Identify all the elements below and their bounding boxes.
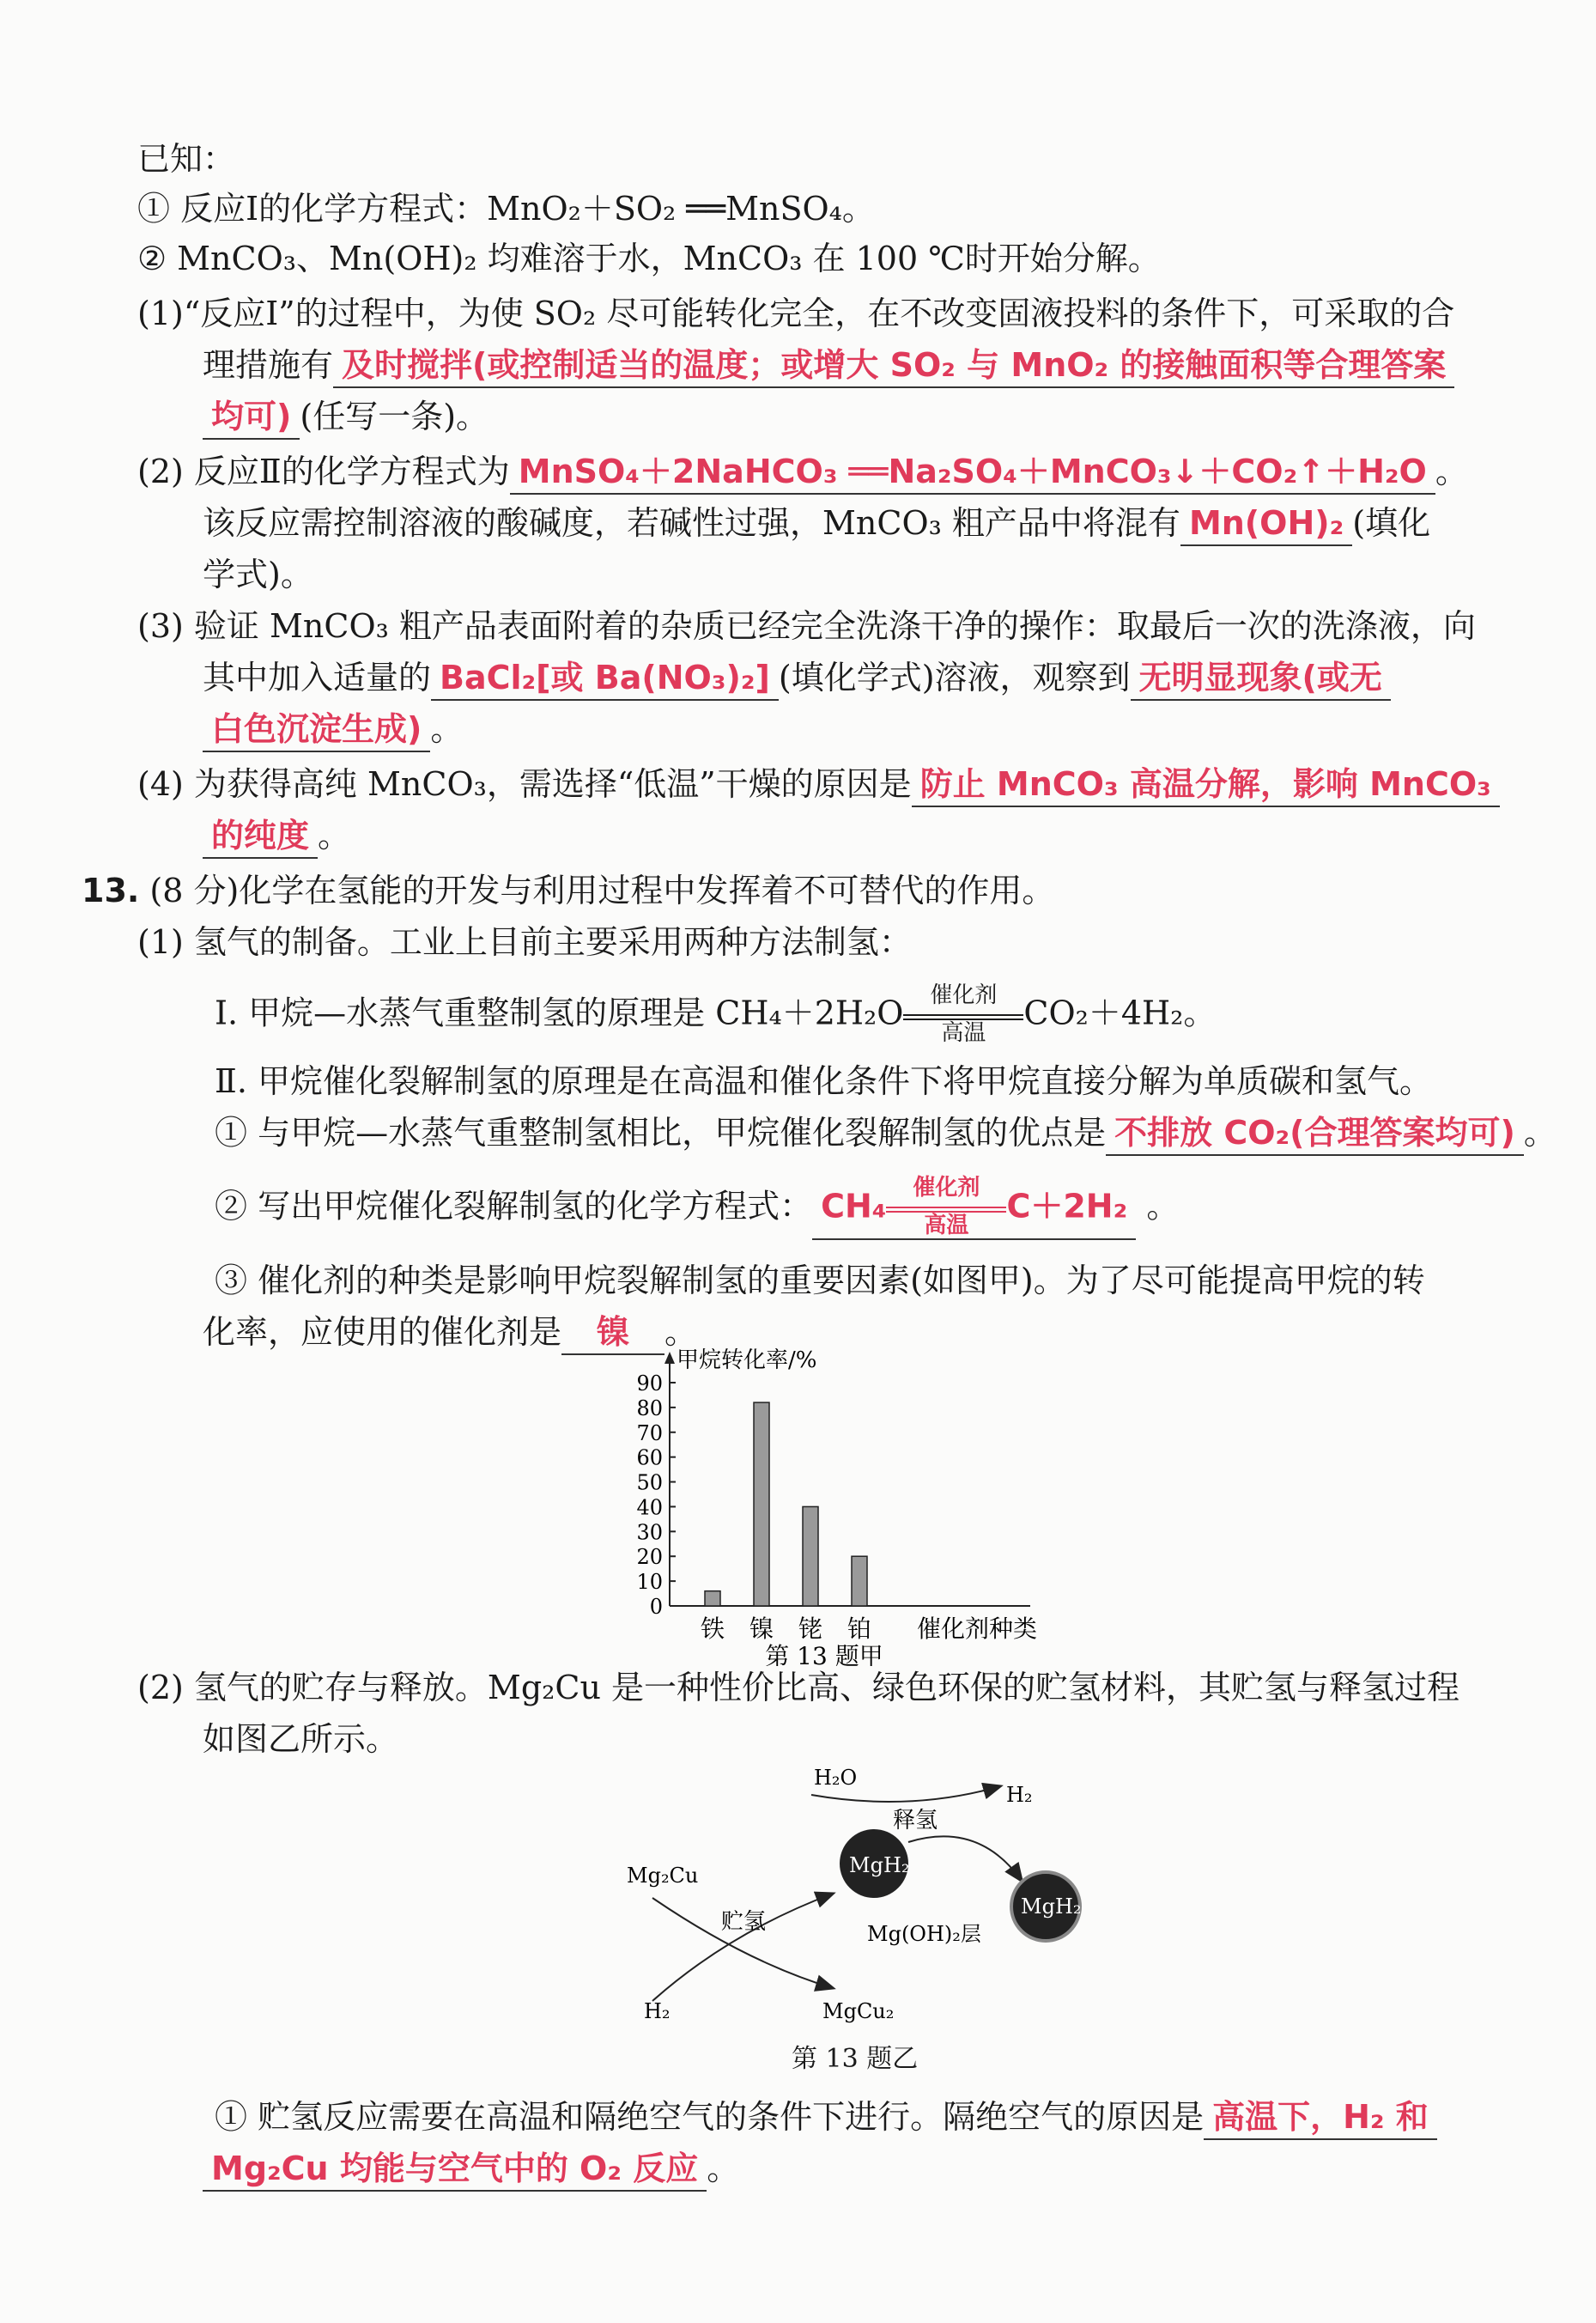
mgh2-label-b: MgH₂ <box>1021 1894 1082 1919</box>
q13-sub-1-end: 。 <box>1523 1114 1557 1152</box>
answer-high-temp: 高温 <box>924 1213 969 1238</box>
bar-铑 <box>803 1506 818 1606</box>
answer-bar-1 <box>886 1207 1006 1208</box>
q4-answer-b: 的纯度 <box>203 814 318 859</box>
q3-end: 。 <box>430 710 464 748</box>
q2-text-c: 学式)。 <box>203 556 313 593</box>
q13-store-sub-1-answer-a: 高温下，H₂ 和 <box>1204 2095 1437 2140</box>
q3-text-b: 其中加入适量的 <box>203 659 432 696</box>
q3-mid-b: (填化学式)溶液，观察到 <box>778 659 1131 696</box>
q2-line-2 <box>203 502 1430 546</box>
q13-method-1 <box>215 982 1217 1046</box>
q13-part-1: (1) 氢气的制备。工业上目前主要采用两种方法制氢： <box>137 923 912 961</box>
known-item-2: ② MnCO₃、Mn(OH)₂ 均难溶于水，MnCO₃ 在 100 ℃时开始分解。 <box>137 240 1161 277</box>
conversion-bar-chart <box>618 1348 1065 1666</box>
mgcu2-label: MgCu₂ <box>822 1999 895 2023</box>
h2o-label: H₂O <box>814 1766 858 1790</box>
q13-sub-2-answer <box>812 1175 1136 1240</box>
bar-镍 <box>754 1402 769 1606</box>
q13-store-sub-1-line-2 <box>203 2147 739 2192</box>
x-tick-label: 铑 <box>798 1615 823 1643</box>
chart-caption: 第 13 题甲 <box>765 1642 883 1666</box>
q13-sub-2-answer-a: CH₄ <box>821 1187 887 1225</box>
answer-condition <box>886 1175 1006 1238</box>
q1-line-2 <box>203 344 1454 388</box>
q13-store-sub-1-answer-b: Mg₂Cu 均能与空气中的 O₂ 反应 <box>203 2147 707 2192</box>
q2-text-a: (2) 反应Ⅱ的化学方程式为 <box>137 453 510 490</box>
q13-sub-3-answer: 镍 <box>561 1310 664 1355</box>
q13-part-2-a: (2) 氢气的贮存与释放。Mg₂Cu 是一种性价比高、绿色环保的贮氢材料，其贮氢与释氢过程 <box>137 1669 1460 1706</box>
known-title: 已知： <box>137 140 236 178</box>
q1-answer-a: 及时搅拌(或控制适当的温度；或增大 SO₂ 与 MnO₂ 的接触面积等合理答案 <box>333 344 1454 388</box>
q2-tail-b: (填化 <box>1352 504 1431 542</box>
y-tick-label: 80 <box>636 1396 663 1420</box>
reaction-condition <box>903 982 1023 1046</box>
answer-catalyst: 催化剂 <box>913 1175 980 1201</box>
q1-answer-b: 均可) <box>203 395 300 440</box>
q3-answer-c1: 无明显现象(或无 <box>1131 656 1391 701</box>
figure-b-caption: 第 13 题乙 <box>792 2044 919 2074</box>
mgh2-label-a: MgH₂ <box>849 1853 910 1877</box>
q3-line-3 <box>203 708 463 752</box>
q13-intro-line <box>82 869 1054 912</box>
y-tick-label: 40 <box>636 1495 663 1520</box>
q3-line-2 <box>203 656 1391 701</box>
q1-text-b: 理措施有 <box>203 346 334 384</box>
q1-text: (1)“反应Ⅰ”的过程中，为使 SO₂ 尽可能转化完全，在不改变固液投料的条件下，可采取的合 <box>137 295 1455 332</box>
q13-sub-2 <box>215 1175 1180 1240</box>
q2-end-a: 。 <box>1435 453 1468 490</box>
release-arrow-lower <box>908 1836 1022 1881</box>
y-tick-label: 0 <box>649 1595 663 1619</box>
store-label: 贮氢 <box>721 1909 767 1935</box>
q13-number: 13. <box>82 872 140 909</box>
q2-text-b: 该反应需控制溶液的酸碱度，若碱性过强，MnCO₃ 粗产品中将混有 <box>203 504 1180 542</box>
q13-sub-1-answer: 不排放 CO₂(合理答案均可) <box>1106 1111 1524 1156</box>
q13-method-2: Ⅱ. 甲烷催化裂解制氢的原理是在高温和催化条件下将甲烷直接分解为单质碳和氢气。 <box>215 1062 1432 1100</box>
high-temp-label: 高温 <box>941 1020 986 1046</box>
y-tick-label: 30 <box>636 1520 663 1545</box>
y-tick-label: 20 <box>636 1545 663 1570</box>
known-item-1: ① 反应Ⅰ的化学方程式：MnO₂＋SO₂ ══MnSO₄。 <box>137 190 875 228</box>
x-tick-label: 铂 <box>847 1615 872 1643</box>
q4-line-1 <box>137 763 1500 807</box>
mg2cu-label: Mg₂Cu <box>627 1864 699 1888</box>
q13-intro: (8 分)化学在氢能的开发与利用过程中发挥着不可替代的作用。 <box>149 872 1055 909</box>
q1-line-3 <box>203 395 489 440</box>
q13-sub-1 <box>215 1111 1557 1156</box>
q3-answer-c2: 白色沉淀生成) <box>203 708 430 752</box>
q13-part-2-b: 如图乙所示。 <box>203 1720 399 1758</box>
y-axis-arrow <box>664 1352 675 1364</box>
q13-sub-2-answer-b: C＋2H₂ <box>1006 1187 1128 1225</box>
q1-tail: (任写一条)。 <box>300 398 489 435</box>
catalyst-label: 催化剂 <box>930 982 998 1008</box>
q13-sub-2-end: 。 <box>1146 1187 1180 1225</box>
y-tick-label: 90 <box>636 1371 663 1396</box>
y-tick-label: 70 <box>636 1420 663 1445</box>
y-tick-label: 50 <box>636 1470 663 1495</box>
q13-sub-2-text: ② 写出甲烷催化裂解制氢的化学方程式： <box>215 1187 813 1225</box>
q13-sub-3-b: 化率，应使用的催化剂是 <box>203 1313 562 1351</box>
bar-铁 <box>705 1591 720 1606</box>
q3-text-a: (3) 验证 MnCO₃ 粗产品表面附着的杂质已经完全洗涤干净的操作：取最后一次的洗涤液，向 <box>137 607 1476 645</box>
h2-out-label: H₂ <box>1006 1783 1033 1807</box>
q4-answer-a: 防止 MnCO₃ 高温分解，影响 MnCO₃ <box>912 763 1500 807</box>
q2-line-1 <box>137 450 1468 495</box>
q13-method-1-a: Ⅰ. 甲烷—水蒸气重整制氢的原理是 CH₄＋2H₂O <box>215 994 904 1032</box>
q13-store-sub-1 <box>215 2095 1437 2140</box>
h2-in-label: H₂ <box>644 1999 671 2023</box>
q3-answer-b: BaCl₂[或 Ba(NO₃)₂] <box>431 656 779 701</box>
x-axis-label: 催化剂种类 <box>916 1615 1038 1643</box>
q13-sub-3-a: ③ 催化剂的种类是影响甲烷裂解制氢的重要因素(如图甲)。为了尽可能提高甲烷的转 <box>215 1262 1425 1299</box>
x-tick-label: 镍 <box>749 1615 774 1643</box>
hydrogen-storage-diagram <box>601 1760 1133 2044</box>
mgoh2-layer-label: Mg(OH)₂层 <box>867 1922 981 1946</box>
y-tick-label: 10 <box>636 1570 663 1595</box>
q4-text-a: (4) 为获得高纯 MnCO₃，需选择“低温”干燥的原因是 <box>137 765 912 803</box>
q4-end: 。 <box>318 817 351 854</box>
y-axis-label: 甲烷转化率/% <box>677 1348 817 1373</box>
q13-store-sub-1-end: 。 <box>707 2150 740 2187</box>
q2-answer-b: Mn(OH)₂ <box>1180 502 1352 546</box>
q4-line-2 <box>203 814 350 859</box>
q13-method-1-b: CO₂＋4H₂。 <box>1023 994 1217 1032</box>
q13-store-sub-1-text: ① 贮氢反应需要在高温和隔绝空气的条件下进行。隔绝空气的原因是 <box>215 2098 1205 2136</box>
q2-answer-a: MnSO₄＋2NaHCO₃ ══Na₂SO₄＋MnCO₃↓＋CO₂↑＋H₂O <box>510 450 1435 495</box>
q13-sub-1-text: ① 与甲烷—水蒸气重整制氢相比，甲烷催化裂解制氢的优点是 <box>215 1114 1107 1152</box>
bar-铂 <box>852 1556 867 1606</box>
y-tick-label: 60 <box>636 1445 663 1470</box>
release-label: 释氢 <box>893 1808 938 1833</box>
equals-bar-1 <box>903 1014 1023 1016</box>
x-tick-label: 铁 <box>700 1615 725 1643</box>
q13-sub-3-end: 。 <box>664 1313 698 1351</box>
